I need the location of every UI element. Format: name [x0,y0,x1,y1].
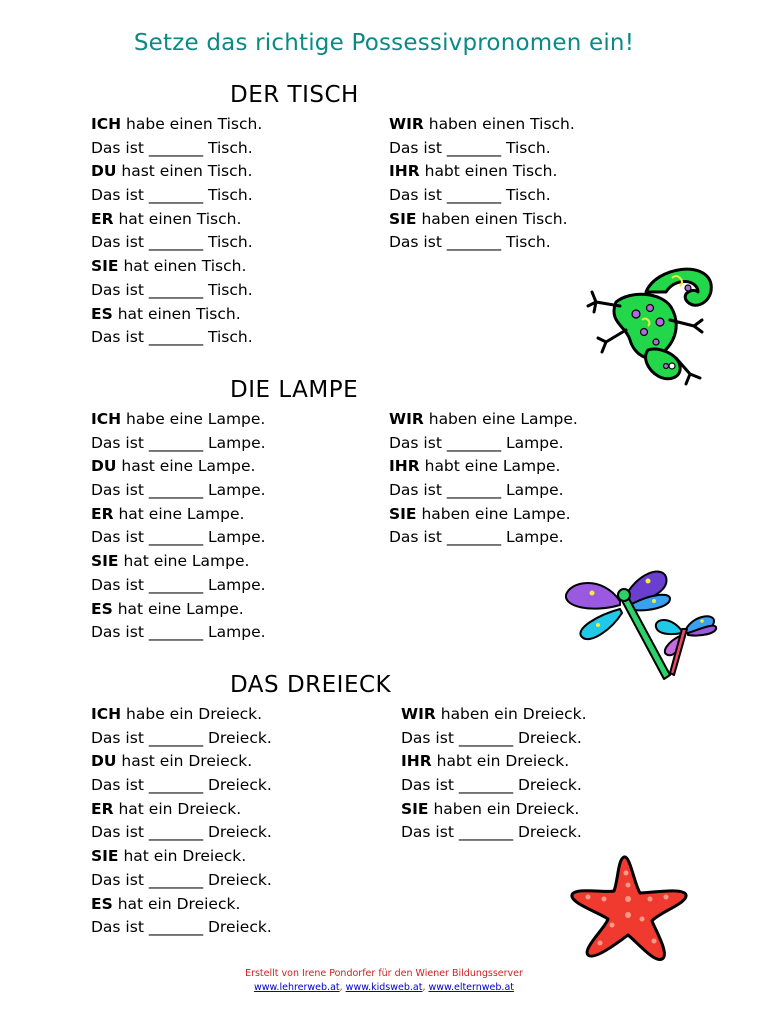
exercise-line: Das ist _______ Dreieck. [401,823,582,842]
exercise-line: Das ist _______ Lampe. [91,575,266,594]
exercise-line: Das ist _______ Tisch. [91,328,253,347]
link-lehrerweb[interactable]: www.lehrerweb.at [254,982,340,993]
exercise-line: Das ist _______ Tisch. [389,233,551,252]
exercise-line: SIE hat eine Lampe. [91,552,250,571]
lizard-icon [586,262,718,388]
exercise-line: ER hat einen Tisch. [91,209,242,228]
exercise-line: SIE haben einen Tisch. [389,209,568,228]
exercise-line: Das ist _______ Tisch. [389,138,551,157]
exercise-line: WIR haben ein Dreieck. [401,705,587,723]
starfish-icon [566,853,692,963]
exercise-line: ES hat ein Dreieck. [91,894,241,913]
exercise-line: Das ist _______ Lampe. [91,481,266,500]
section-3-right-column [401,703,587,845]
section-3-left-column [91,703,272,940]
exercise-line: Das ist _______ Tisch. [91,186,253,205]
section-2-left-column [91,408,266,645]
section-2-right-column [389,408,578,550]
exercise-line: Das ist _______ Dreieck. [91,728,272,747]
exercise-line: DU hast eine Lampe. [91,457,256,476]
exercise-line: DU hast ein Dreieck. [91,752,253,771]
exercise-line: IHR habt einen Tisch. [389,162,558,181]
exercise-line: WIR haben einen Tisch. [389,115,575,133]
exercise-line: Das ist _______ Tisch. [91,138,253,157]
exercise-line: ICH habe eine Lampe. [91,410,266,428]
link-elternweb[interactable]: www.elternweb.at [428,982,514,993]
footer-credit: Erstellt von Irene Pondorfer für den Wiener Bildungsserver [245,968,523,979]
exercise-line: Das ist _______ Lampe. [389,433,564,452]
exercise-line: Das ist _______ Dreieck. [401,776,582,795]
exercise-line: SIE haben ein Dreieck. [401,799,580,818]
exercise-line: ES hat eine Lampe. [91,599,244,618]
exercise-line: IHR habt ein Dreieck. [401,752,570,771]
footer-links [0,981,768,995]
section-1-right-column [389,113,575,255]
exercise-line: Das ist _______ Lampe. [91,433,266,452]
footer [0,967,768,995]
exercise-line: Das ist _______ Tisch. [91,280,253,299]
exercise-line: Das ist _______ Tisch. [91,233,253,252]
exercise-line: Das ist _______ Lampe. [91,623,266,642]
section-heading-das-dreieck: DAS DREIECK [230,672,392,698]
section-heading-die-lampe: DIE LAMPE [230,377,359,403]
exercise-line: Das ist _______ Dreieck. [91,823,272,842]
exercise-line: SIE hat ein Dreieck. [91,847,247,866]
exercise-line: SIE haben eine Lampe. [389,504,571,523]
link-kidsweb[interactable]: www.kidsweb.at [345,982,423,993]
exercise-line: IHR habt eine Lampe. [389,457,561,476]
footer-separator: , [339,982,346,993]
exercise-line: Das ist _______ Dreieck. [401,728,582,747]
dragonfly-icon [562,563,730,683]
page-title: Setze das richtige Possessivpronomen ein! [133,30,635,56]
exercise-line: ICH habe einen Tisch. [91,115,263,133]
exercise-line: Das ist _______ Lampe. [389,481,564,500]
exercise-line: ES hat einen Tisch. [91,304,241,323]
exercise-line: Das ist _______ Dreieck. [91,870,272,889]
exercise-line: ER hat ein Dreieck. [91,799,242,818]
exercise-line: ICH habe ein Dreieck. [91,705,263,723]
section-heading-der-tisch: DER TISCH [230,82,359,108]
section-1-left-column [91,113,262,350]
exercise-line: Das ist _______ Lampe. [91,528,266,547]
exercise-line: ER hat eine Lampe. [91,504,245,523]
exercise-line: SIE hat einen Tisch. [91,257,247,276]
exercise-line: Das ist _______ Tisch. [389,186,551,205]
exercise-line: Das ist _______ Dreieck. [91,918,272,937]
exercise-line: DU hast einen Tisch. [91,162,253,181]
exercise-line: Das ist _______ Lampe. [389,528,564,547]
footer-separator: , [422,982,429,993]
exercise-line: Das ist _______ Dreieck. [91,776,272,795]
exercise-line: WIR haben eine Lampe. [389,410,578,428]
